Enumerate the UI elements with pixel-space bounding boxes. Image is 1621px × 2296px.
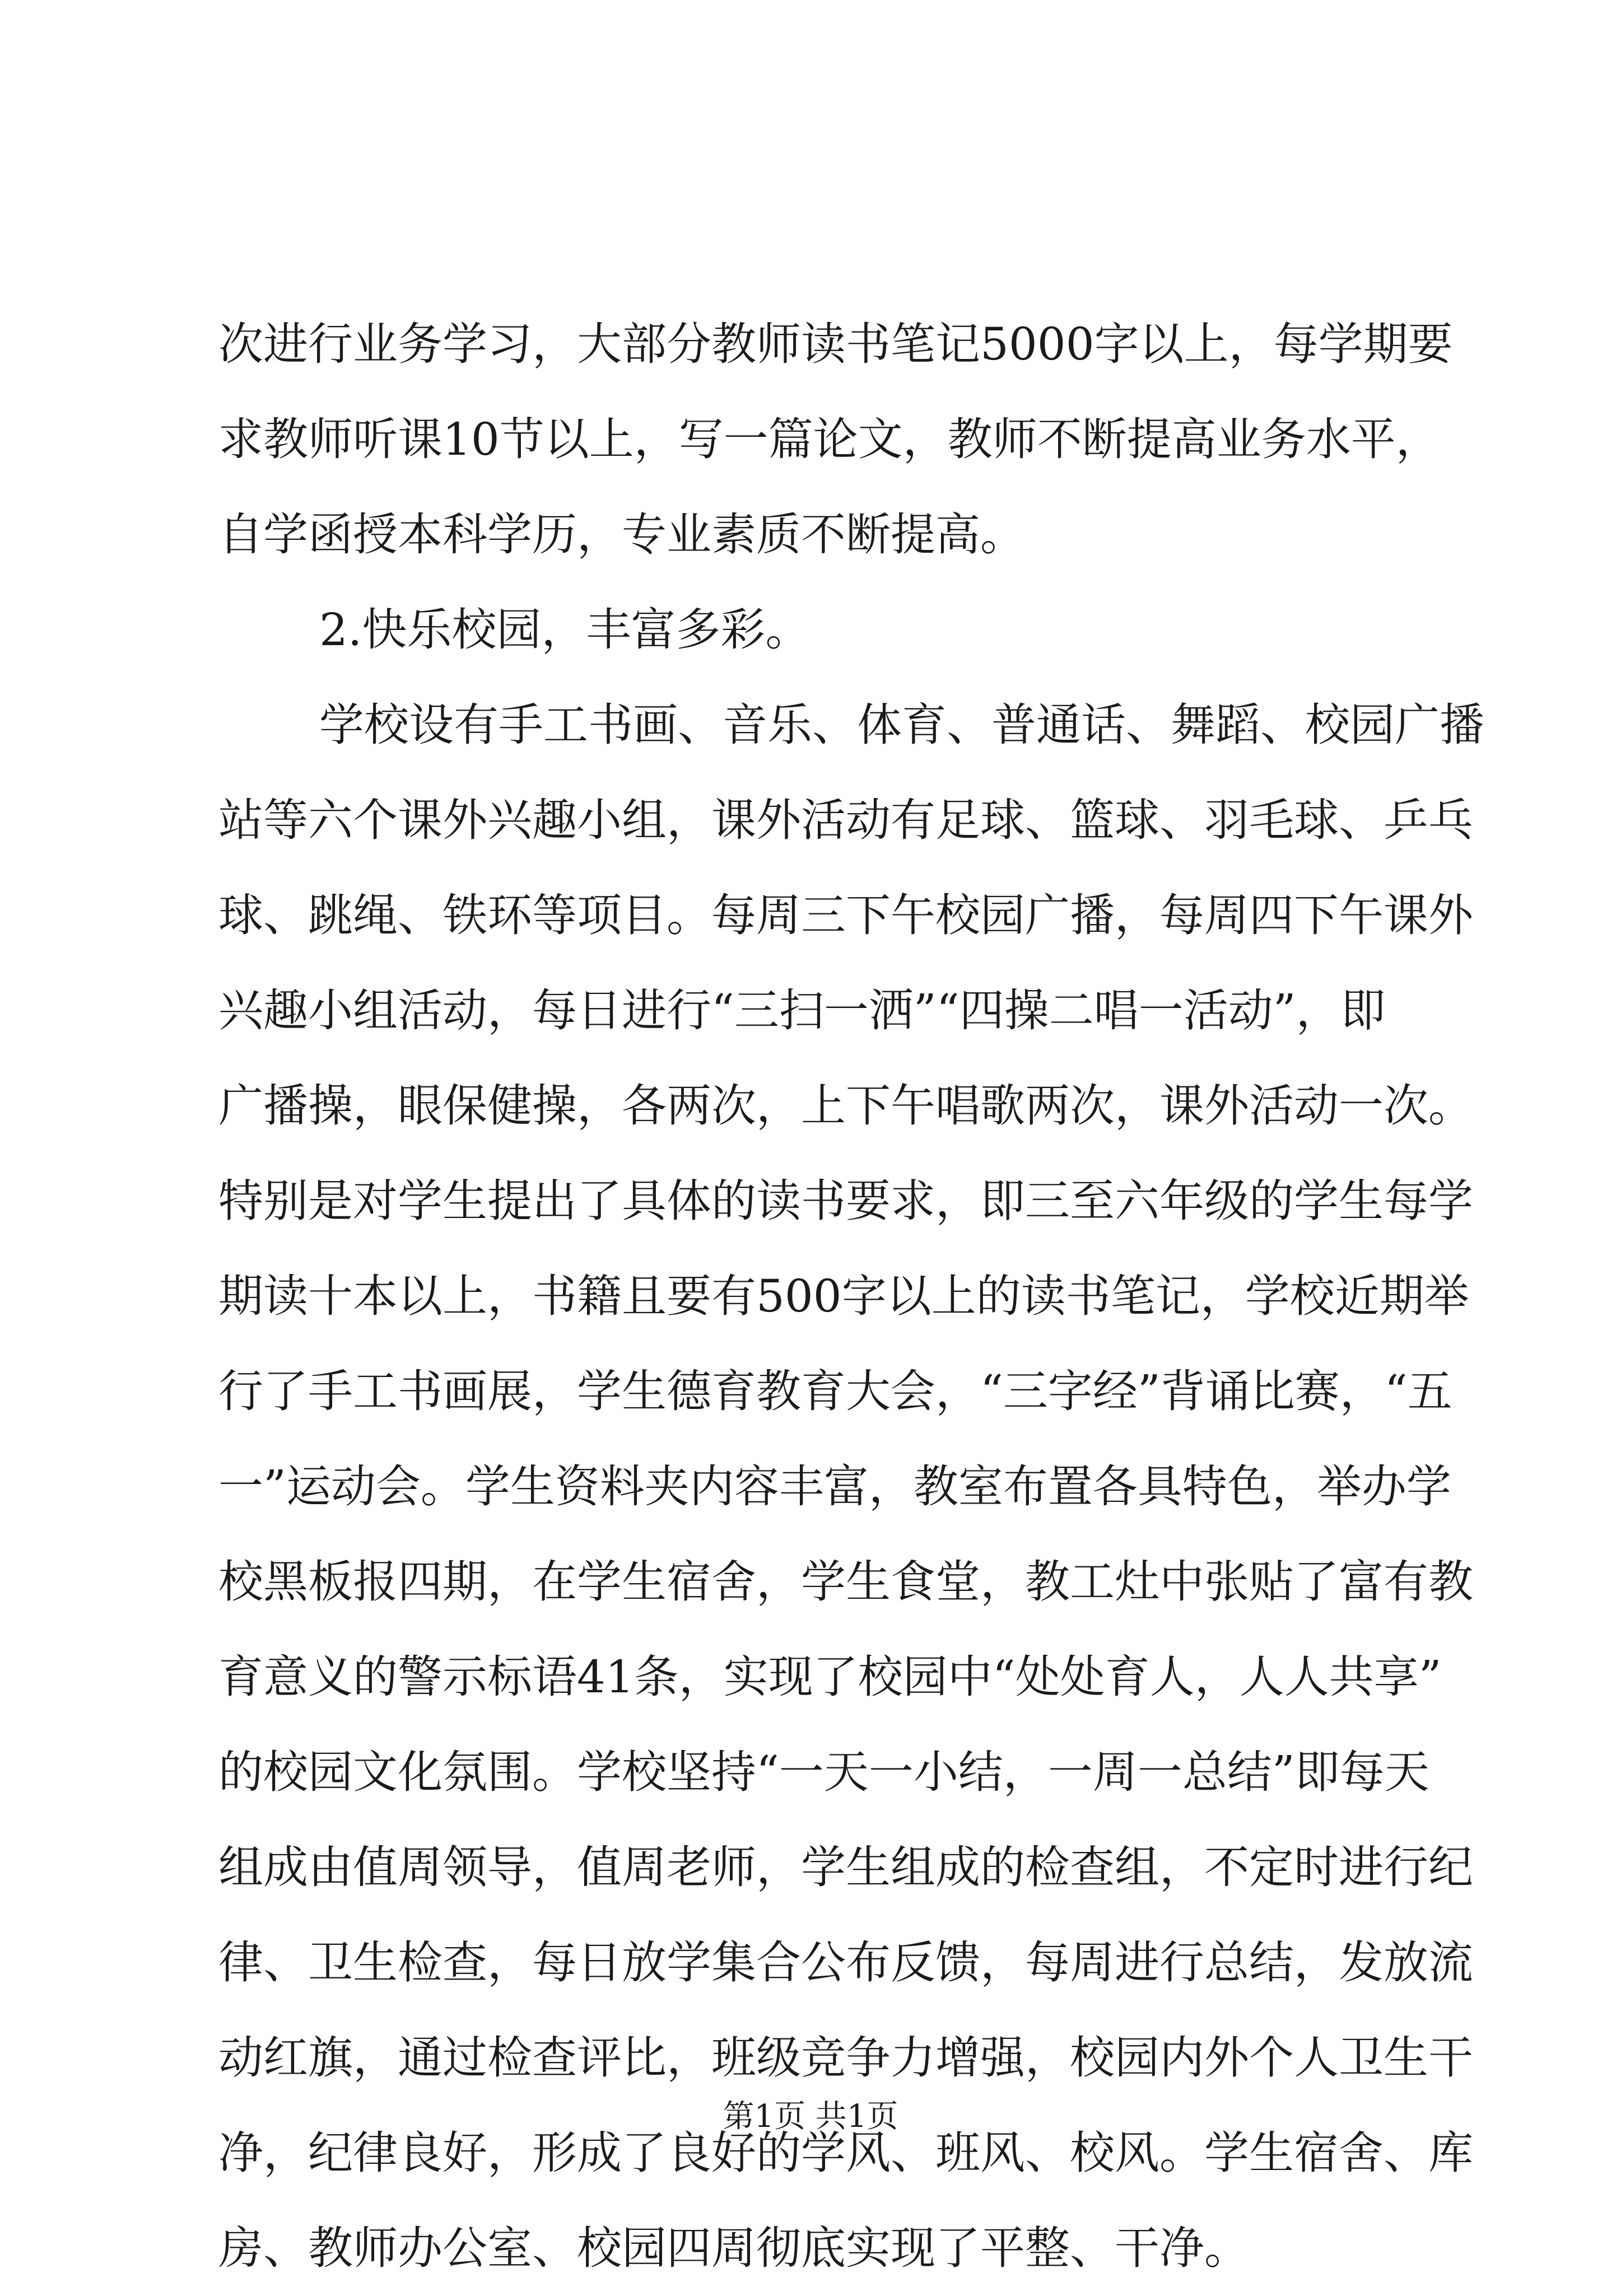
text-line: 球、跳绳、铁环等项目。每周三下午校园广播，每周四下午课外	[218, 889, 1473, 941]
text-line: 组成由值周领导，值周老师，学生组成的检查组，不定时进行纪	[218, 1841, 1473, 1893]
text-line: 求教师听课10节以上，写一篇论文，教师不断提高业务水平，	[218, 413, 1441, 465]
page-footer: 第1页 共1页	[723, 2098, 898, 2135]
text-line: 律、卫生检查，每日放学集合公布反馈，每周进行总结，发放流	[218, 1936, 1473, 1989]
text-line: 育意义的警示标语41条，实现了校园中“处处育人，人人共享”	[218, 1651, 1442, 1703]
text-line: 行了手工书画展，学生德育教育大会，“三字经”背诵比赛，“五	[218, 1365, 1452, 1417]
text-line: 兴趣小组活动，每日进行“三扫一洒”“四操二唱一活动”，即	[218, 984, 1386, 1037]
paragraph-first-line: 学校设有手工书画、音乐、体育、普通话、舞蹈、校园广播	[319, 699, 1484, 751]
text-line: 一”运动会。学生资料夹内容丰富，教室布置各具特色，举办学	[218, 1460, 1451, 1513]
section-heading: 2.快乐校园，丰富多彩。	[319, 604, 810, 656]
text-line: 净，纪律良好，形成了良好的学风、班风、校风。学生宿舍、库	[218, 2127, 1473, 2179]
text-line: 动红旗，通过检查评比，班级竞争力增强，校园内外个人卫生干	[218, 2032, 1473, 2084]
text-line: 校黑板报四期，在学生宿舍，学生食堂，教工灶中张贴了富有教	[218, 1556, 1473, 1608]
text-line: 期读十本以上，书籍且要有500字以上的读书笔记，学校近期举	[218, 1270, 1469, 1322]
text-line: 站等六个课外兴趣小组，课外活动有足球、篮球、羽毛球、乒乓	[218, 794, 1473, 846]
text-line: 广播操，眼保健操，各两次，上下午唱歌两次，课外活动一次。	[218, 1080, 1473, 1132]
document-body	[218, 297, 1484, 2296]
text-line: 次进行业务学习，大部分教师读书笔记5000字以上，每学期要	[218, 318, 1453, 370]
text-line: 房、教师办公室、校园四周彻底实现了平整、干净。	[218, 2222, 1249, 2274]
text-line: 特别是对学生提出了具体的读书要求，即三至六年级的学生每学	[218, 1175, 1473, 1227]
text-line: 的校园文化氛围。学校坚持“一天一小结，一周一总结”即每天	[218, 1746, 1429, 1798]
text-line: 自学函授本科学历，专业素质不断提高。	[218, 508, 1025, 561]
